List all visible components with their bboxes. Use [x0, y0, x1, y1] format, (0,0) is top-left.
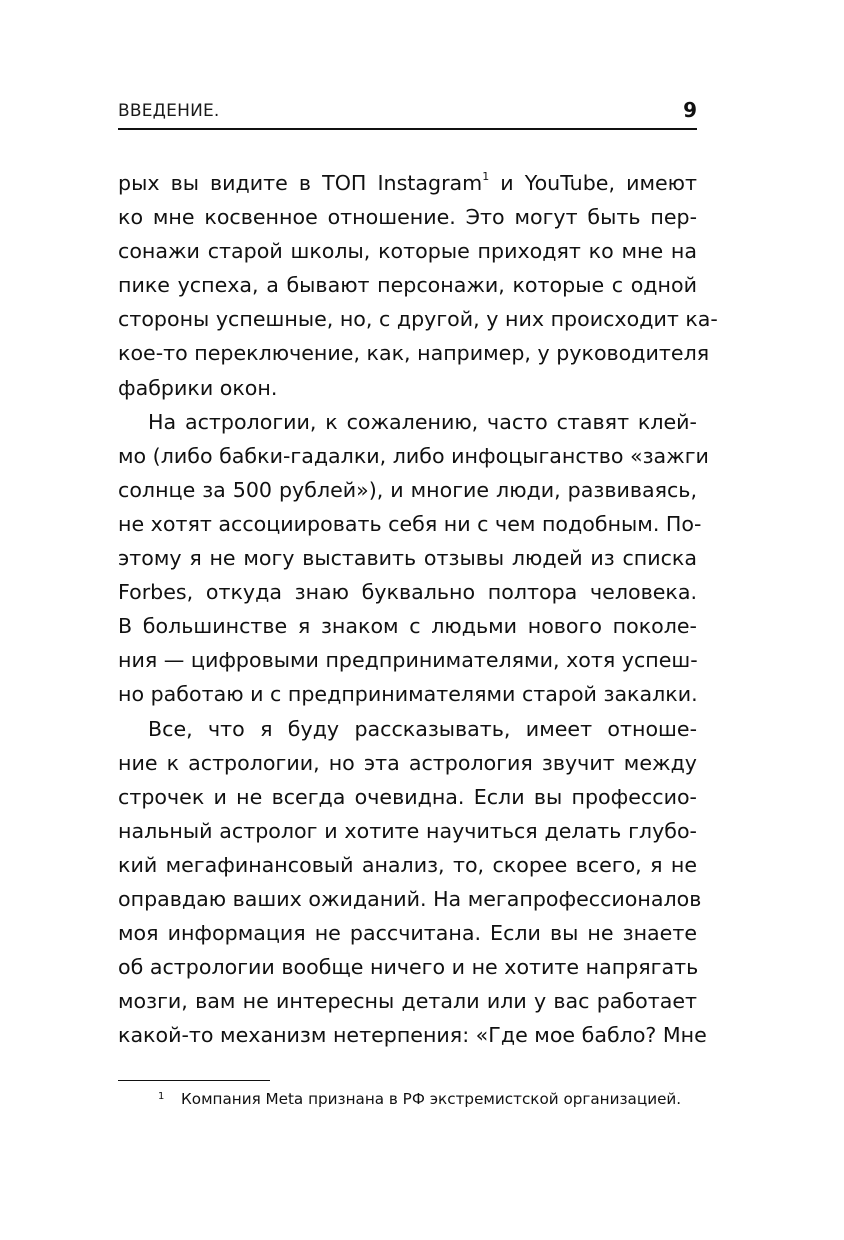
text-line: об астрологии вообще ничего и не хотите напрягать [118, 955, 699, 980]
text-line: Все, что я буду рассказывать, имеет отноше- [148, 716, 697, 741]
chapter-title: ВВЕДЕНИЕ. [118, 101, 220, 121]
text-line: сонажи старой школы, которые приходят ко мне на [118, 239, 697, 264]
footnote-text: Компания Meta признана в РФ экстремистской организацией. [181, 1090, 682, 1108]
text-line: ния — цифровыми предпринимателями, хотя успеш- [118, 648, 698, 673]
text-line: ко мне косвенное отношение. Это могут быть пер- [118, 205, 697, 230]
text-line: Forbes, откуда знаю буквально полтора человека. [118, 580, 697, 605]
text-line: рых вы видите в ТОП Instagram$^1$ и YouTube, имеют [118, 170, 697, 195]
text-line: стороны успешные, но, с другой, у них происходит ка- [118, 307, 718, 332]
text-line: кий мегафинансовый анализ, то, скорее всего, я не [118, 852, 697, 877]
text-line: этому я не могу выставить отзывы людей из списка [118, 546, 697, 571]
footnote-reference: 1 [482, 170, 490, 183]
text-line: мо (либо бабки-гадалки, либо инфоцыганство «зажги [118, 443, 709, 468]
page-number: 9 [683, 98, 697, 122]
body-text [118, 166, 718, 1052]
text-line: оправдаю ваших ожиданий. На мегапрофессионалов [118, 886, 702, 911]
text-line: В большинстве я знаком с людьми нового поколе- [118, 614, 697, 639]
text-line: фабрики окон. [118, 375, 278, 400]
text-line: нальный астролог и хотите научиться делать глубо- [118, 818, 697, 843]
text-line: но работаю и с предпринимателями старой закалки. [118, 682, 698, 707]
text-line: пике успеха, а бывают персонажи, которые с одной [118, 273, 697, 298]
text-line: не хотят ассоциировать себя ни с чем подобным. По- [118, 511, 702, 536]
text-line: моя информация не рассчитана. Если вы не знаете [118, 921, 697, 946]
text-line: кое-то переключение, как, например, у руководителя [118, 341, 710, 366]
text-line: солнце за 500 рублей»), и многие люди, развиваясь, [118, 477, 697, 502]
footnote-marker: 1 [158, 1091, 165, 1102]
text-line: какой-то механизм нетерпения: «Где мое бабло? Мне [118, 1023, 707, 1048]
header-divider [118, 128, 697, 130]
text-line: строчек и не всегда очевидна. Если вы профессио- [118, 784, 697, 809]
text-line: мозги, вам не интересны детали или у вас работает [118, 989, 697, 1014]
running-header [118, 98, 697, 120]
text-line: На астрологии, к сожалению, часто ставят клей- [148, 409, 697, 434]
footnote-divider [118, 1080, 270, 1081]
text-line: ние к астрологии, но эта астрология звучит между [118, 750, 697, 775]
